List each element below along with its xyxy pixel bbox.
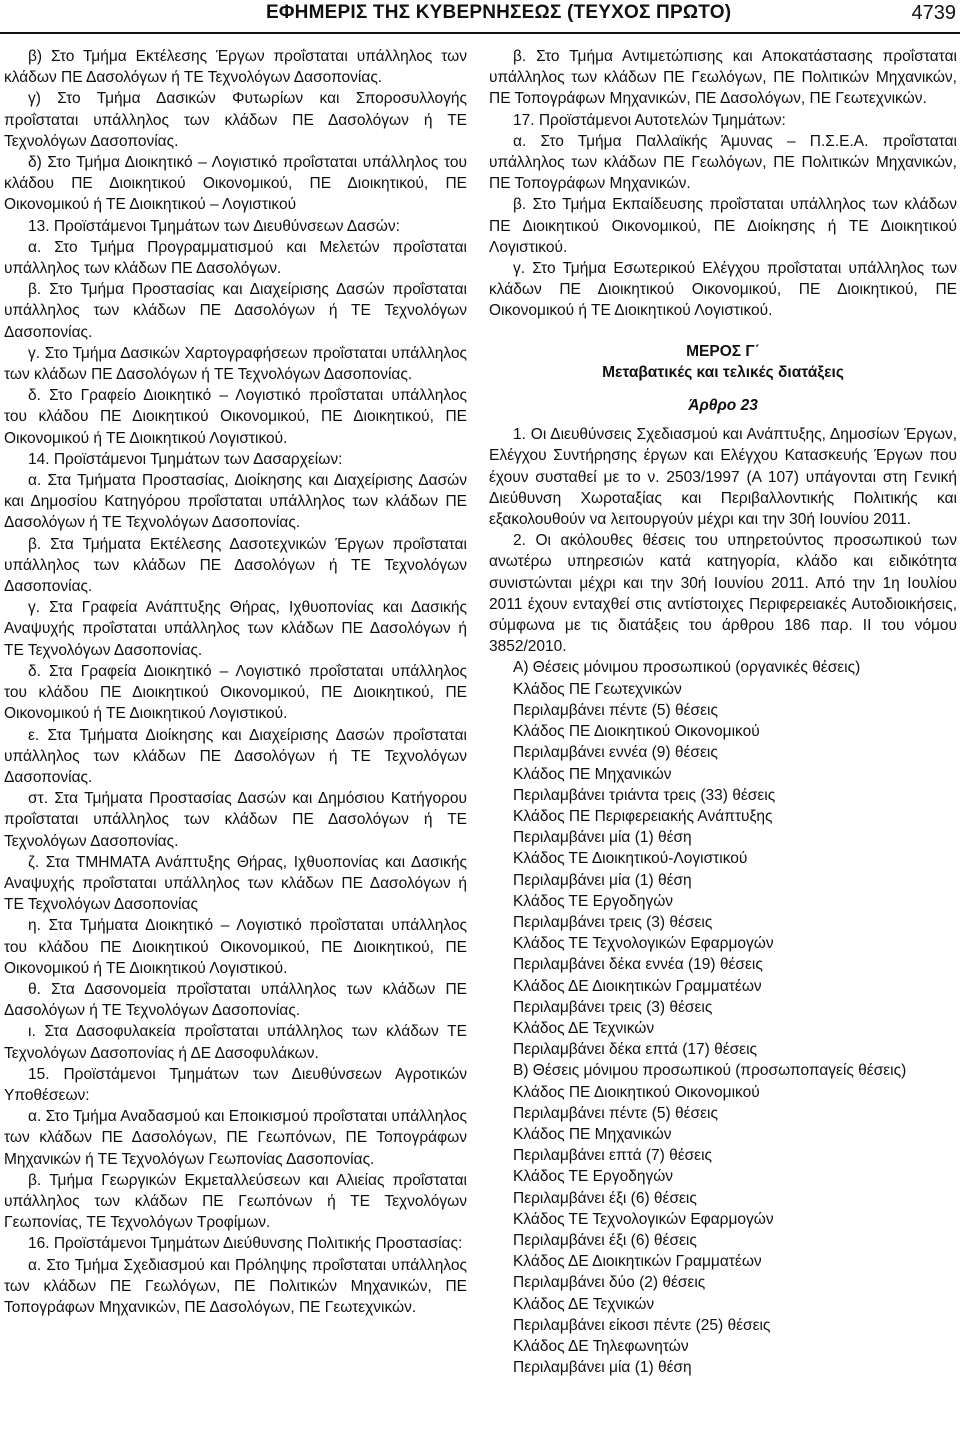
paragraph: α. Στο Τμήμα Αναδασμού και Εποικισμού προΐσταται υπάλληλος των κλάδων ΠΕ Δασολόγων, ΠΕ Γεωπόνων, ΠΕ Τοπογράφων Μηχανικών ή ΤΕ Τεχνολόγων Γεωπονίας Δασοπονίας. — [4, 1108, 467, 1168]
part-subtitle: Μεταβατικές και τελικές διατάξεις — [602, 363, 844, 381]
paragraph: θ. Στα Δασονομεία προΐσταται υπάλληλος των κλάδων ΠΕ Δασολόγων ή ΤΕ Τεχνολόγων Δασοπονίας. — [4, 980, 467, 1020]
paragraph: α. Στα Τμήματα Προστασίας, Διοίκησης και Διαχείρισης Δασών και Δημοσίου Κατηγόρου προΐσταται υπάλληλος των κλάδων ΠΕ Δασολόγων ή ΤΕ Τεχνολόγων Δασοπονίας. — [4, 472, 467, 532]
article-paragraph: 2. Οι ακόλουθες θέσεις του υπηρετούντος προσωπικού των ανωτέρω υπηρεσιών κατά κατηγορία, κλάδο και ειδικότητα συνιστώνται μέχρι και την 30ή Ιουνίου 2011. Από την 1η Ιουλίου 2011 έχουν ενταχθεί στις αντίστοιχες Περιφερειακές Αυτοδιοικήσεις, σύμφωνα με τις διατάξεις του άρθρου 186 παρ. ΙΙ του νόμου 3852/2010. — [489, 532, 957, 656]
section-a-list — [489, 679, 957, 1061]
paragraph: γ. Στο Τμήμα Δασικών Χαρτογραφήσεων προΐσταται υπάλληλος των κλάδων ΠΕ Δασολόγων ή ΤΕ Τεχνολόγων Δασοπονίας. — [4, 344, 467, 384]
article-title: Άρθρο 23 — [688, 397, 758, 415]
article-paragraph: 1. Οι Διευθύνσεις Σχεδιασμού και Ανάπτυξης, Δημοσίων Έργων, Ελέγχου Συντήρησης έργων και Ελέγχου Κατασκευής Έργων που έχουν συσταθεί με το ν. 2503/1997 (Α 107) υπάγονται στη Γενική Διεύθυνση Χωροταξίας και Περιβαλλοντικής Πολιτικής και εξακολουθούν να λειτουργούν μέχρι και την 30ή Ιουνίου 2011. — [489, 426, 957, 529]
paragraph: β. Στο Τμήμα Εκπαίδευσης προΐσταται υπάλληλος των κλάδων ΠΕ Διοικητικού Οικονομικού, ΠΕ Διοίκησης ή ΤΕ Διοικητικού Λογιστικού. — [489, 196, 957, 256]
paragraph: β. Στο Τμήμα Αντιμετώπισης και Αποκατάστασης προΐσταται υπάλληλος των κλάδων ΠΕ Γεωλόγων, ΠΕ Πολιτικών Μηχανικών, ΠΕ Τοπογράφων Μηχανικών, ΠΕ Δασολόγων, ΠΕ Γεωτεχνικών. — [489, 48, 957, 108]
left-column — [4, 46, 467, 1318]
right-column — [489, 46, 957, 1378]
paragraph: γ. Στα Γραφεία Ανάπτυξης Θήρας, Ιχθυοπονίας και Δασικής Αναψυχής προΐσταται υπάλληλος των κλάδων ΠΕ Δασολόγων ή ΤΕ Τεχνολόγων Δασοπονίας. — [4, 599, 467, 659]
list-item: Περιλαμβάνει τρεις (3) θέσεις — [513, 913, 713, 931]
paragraph: γ) Στο Τμήμα Δασικών Φυτωρίων και Σποροσυλλογής προΐσταται υπάλληλος των κλάδων ΠΕ Δασολόγων ή ΤΕ Τεχνολόγων Δασοπονίας. — [4, 90, 467, 150]
list-item: Περιλαμβάνει μία (1) θέση — [513, 1359, 692, 1377]
list-item: Κλάδος ΠΕ Μηχανικών — [513, 765, 672, 783]
paragraph: α. Στο Τμήμα Σχεδιασμού και Πρόληψης προΐσταται υπάλληλος των κλάδων ΠΕ Γεωλόγων, ΠΕ Πολιτικών Μηχανικών, ΠΕ Τοπογράφων Μηχανικών, ΠΕ Δασολόγων, ΠΕ Γεωτεχνικών. — [4, 1256, 467, 1316]
list-item: Περιλαμβάνει είκοσι πέντε (25) θέσεις — [513, 1316, 771, 1334]
list-item: Κλάδος ΤΕ Εργοδηγών — [513, 1168, 674, 1186]
list-item: Κλάδος ΠΕ Περιφερειακής Ανάπτυξης — [513, 807, 773, 825]
list-item: Κλάδος ΤΕ Τεχνολογικών Εφαρμογών — [513, 935, 774, 953]
list-item: Περιλαμβάνει τρεις (3) θέσεις — [513, 998, 713, 1016]
paragraph: δ) Στο Τμήμα Διοικητικό – Λογιστικό προΐσταται υπάλληλος του κλάδου ΠΕ Διοικητικού Οικονομικού, ΠΕ Διοικητικού, ΠΕ Οικονομικού ή ΤΕ Διοικητικού – Λογιστικού — [4, 154, 467, 214]
page-number: 4739 — [911, 2, 956, 24]
paragraph: β. Στο Τμήμα Προστασίας και Διαχείρισης Δασών προΐσταται υπάλληλος των κλάδων ΠΕ Δασολόγων ή ΤΕ Τεχνολόγων Δασοπονίας. — [4, 281, 467, 341]
paragraph: β. Στα Τμήματα Εκτέλεσης Δασοτεχνικών Έργων προΐσταται υπάλληλος των κλάδων ΠΕ Δασολόγων ή ΤΕ Τεχνολόγων Δασοπονίας. — [4, 535, 467, 596]
section-b-heading: Β) Θέσεις μόνιμου προσωπικού (προσωποπαγείς θέσεις) — [513, 1062, 907, 1080]
list-item: Περιλαμβάνει επτά (7) θέσεις — [513, 1147, 713, 1165]
paragraph: 15. Προϊστάμενοι Τμημάτων των Διευθύνσεων Αγροτικών Υποθέσεων: — [4, 1065, 467, 1104]
list-item: Κλάδος ΠΕ Γεωτεχνικών — [513, 680, 682, 698]
section-a-heading: Α) Θέσεις μόνιμου προσωπικού (οργανικές θέσεις) — [513, 659, 861, 677]
part-title: ΜΕΡΟΣ Γ΄ — [686, 342, 760, 360]
list-item: Περιλαμβάνει πέντε (5) θέσεις — [513, 1104, 718, 1122]
page-header — [0, 0, 960, 30]
list-item: Περιλαμβάνει δέκα εννέα (19) θέσεις — [513, 956, 763, 974]
paragraph: δ. Στο Γραφείο Διοικητικό – Λογιστικό προΐσταται υπάλληλος του κλάδου ΠΕ Διοικητικού Οικονομικού, ΠΕ Διοικητικού, ΠΕ Οικονομικού ή ΤΕ Διοικητικού Λογιστικού. — [4, 387, 467, 447]
paragraph: α. Στο Τμήμα Προγραμματισμού και Μελετών προΐσταται υπάλληλος των κλάδων ΠΕ Δασολόγων. — [4, 238, 467, 278]
section-b-list — [489, 1082, 957, 1379]
paragraph: 14. Προϊστάμενοι Τμημάτων των Δασαρχείων: — [28, 450, 343, 468]
paragraph: γ. Στο Τμήμα Εσωτερικού Ελέγχου προΐσταται υπάλληλος των κλάδων ΠΕ Διοικητικού Οικονομικού, ΠΕ Διοικητικού, ΠΕ Οικονομικού ή ΤΕ Διοικητικού Λογιστικού. — [489, 260, 957, 320]
list-item: Περιλαμβάνει μία (1) θέση — [513, 871, 692, 889]
paragraph: ζ. Στα ΤΜΗΜΑΤΑ Ανάπτυξης Θήρας, Ιχθυοπονίας και Δασικής Αναψυχής προΐσταται υπάλληλος των κλάδων ΠΕ Δασολόγων ή ΤΕ Τεχνολόγων Δασοπονίας — [4, 853, 467, 914]
list-item: Κλάδος ΤΕ Διοικητικού-Λογιστικού — [513, 850, 748, 868]
list-item: Κλάδος ΔΕ Τεχνικών — [513, 1019, 655, 1037]
list-item: Κλάδος ΔΕ Τηλεφωνητών — [513, 1337, 689, 1355]
list-item: Περιλαμβάνει έξι (6) θέσεις — [513, 1189, 697, 1207]
list-item: Περιλαμβάνει δύο (2) θέσεις — [513, 1274, 706, 1292]
paragraph: 16. Προϊστάμενοι Τμημάτων Διεύθυνσης Πολιτικής Προστασίας: — [28, 1235, 463, 1253]
paragraph: στ. Στα Τμήματα Προστασίας Δασών και Δημόσιου Κατήγορου προΐσταται υπάλληλος των κλάδων ΠΕ Δασολόγων ή ΤΕ Τεχνολόγων Δασοπονίας. — [4, 790, 467, 850]
list-item: Κλάδος ΤΕ Εργοδηγών — [513, 892, 674, 910]
list-item: Κλάδος ΤΕ Τεχνολογικών Εφαρμογών — [513, 1210, 774, 1228]
list-item: Περιλαμβάνει πέντε (5) θέσεις — [513, 701, 718, 719]
paragraph: ι. Στα Δασοφυλακεία προΐσταται υπάλληλος των κλάδων ΤΕ Τεχνολόγων Δασοπονίας ή ΔΕ Δασοφυλάκων. — [4, 1023, 467, 1062]
paragraph: ε. Στα Τμήματα Διοίκησης και Διαχείρισης Δασών προΐσταται υπάλληλος των κλάδων ΠΕ Δασολόγων ή ΤΕ Τεχνολόγων Δασοπονίας. — [4, 726, 467, 786]
list-item: Κλάδος ΔΕ Διοικητικών Γραμματέων — [513, 977, 762, 995]
list-item: Κλάδος ΔΕ Διοικητικών Γραμματέων — [513, 1253, 762, 1271]
list-item: Περιλαμβάνει εννέα (9) θέσεις — [513, 744, 718, 762]
list-item: Κλάδος ΠΕ Διοικητικού Οικονομικού — [513, 723, 760, 741]
list-item: Κλάδος ΔΕ Τεχνικών — [513, 1295, 655, 1313]
list-item: Περιλαμβάνει τριάντα τρεις (33) θέσεις — [513, 786, 776, 804]
paragraph: δ. Στα Γραφεία Διοικητικό – Λογιστικό προΐσταται υπάλληλος του κλάδου ΠΕ Διοικητικού Οικονομικού, ΠΕ Διοικητικού, ΠΕ Οικονομικού ή ΤΕ Διοικητικού Λογιστικού. — [4, 662, 467, 723]
list-item: Κλάδος ΠΕ Μηχανικών — [513, 1125, 672, 1143]
list-item: Περιλαμβάνει μία (1) θέση — [513, 829, 692, 847]
list-item: Περιλαμβάνει έξι (6) θέσεις — [513, 1231, 697, 1249]
paragraph: β) Στο Τμήμα Εκτέλεσης Έργων προΐσταται υπάλληλος των κλάδων ΠΕ Δασολόγων ή ΤΕ Τεχνολόγων Δασοπονίας. — [4, 48, 467, 87]
paragraph: 17. Προϊστάμενοι Αυτοτελών Τμημάτων: — [513, 111, 786, 129]
paragraph: η. Στα Τμήματα Διοικητικό – Λογιστικό προΐσταται υπάλληλος του κλάδου ΠΕ Διοικητικού Οικονομικού, ΠΕ Διοικητικού, ΠΕ Οικονομικού ή ΤΕ Διοικητικού Λογιστικού. — [4, 917, 467, 977]
header-rule — [0, 32, 960, 34]
paragraph: α. Στο Τμήμα Παλλαϊκής Άμυνας – Π.Σ.Ε.Α. προΐσταται υπάλληλος των κλάδων ΠΕ Γεωλόγων, ΠΕ Πολιτικών Μηχανικών, ΠΕ Τοπογράφων Μηχανικών. — [489, 132, 957, 193]
paragraph: β. Τμήμα Γεωργικών Εκμεταλλεύσεων και Αλιείας προΐσταται υπάλληλος των κλάδων ΠΕ Γεωπόνων ή ΤΕ Τεχνολόγων Γεωπονίας, ΤΕ Τεχνολόγων Τροφίμων. — [4, 1171, 467, 1232]
gazette-title: ΕΦΗΜΕΡΙΣ ΤΗΣ ΚΥΒΕΡΝΗΣΕΩΣ (ΤΕΥΧΟΣ ΠΡΩΤΟ) — [266, 2, 732, 23]
list-item: Περιλαμβάνει δέκα επτά (17) θέσεις — [513, 1041, 757, 1059]
paragraph: 13. Προϊστάμενοι Τμημάτων των Διευθύνσεων Δασών: — [28, 217, 400, 235]
list-item: Κλάδος ΠΕ Διοικητικού Οικονομικού — [513, 1083, 760, 1101]
